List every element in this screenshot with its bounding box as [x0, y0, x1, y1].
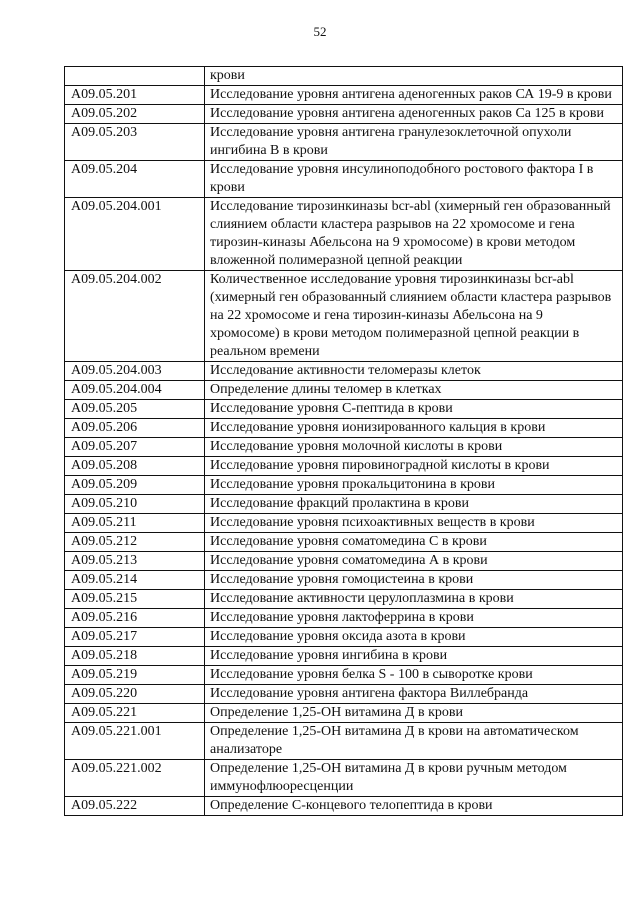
row-code: A09.05.207	[65, 438, 205, 457]
row-code: A09.05.209	[65, 476, 205, 495]
row-name: крови	[205, 67, 623, 86]
row-name: Исследование уровня инсулиноподобного ростового фактора I в крови	[205, 161, 623, 198]
row-name: Исследование фракций пролактина в крови	[205, 495, 623, 514]
table-row	[65, 86, 623, 105]
table-row	[65, 571, 623, 590]
row-code: A09.05.210	[65, 495, 205, 514]
table-row	[65, 362, 623, 381]
table-row	[65, 419, 623, 438]
page-number: 52	[313, 24, 327, 39]
row-code: A09.05.211	[65, 514, 205, 533]
row-code: A09.05.205	[65, 400, 205, 419]
table-row	[65, 797, 623, 816]
row-code: A09.05.222	[65, 797, 205, 816]
row-name: Исследование уровня ингибина в крови	[205, 647, 623, 666]
row-code: A09.05.220	[65, 685, 205, 704]
row-code: A09.05.214	[65, 571, 205, 590]
row-code: A09.05.216	[65, 609, 205, 628]
table-row	[65, 666, 623, 685]
table-row	[65, 476, 623, 495]
row-name: Исследование уровня соматомедина С в крови	[205, 533, 623, 552]
row-name: Исследование уровня С-пептида в крови	[205, 400, 623, 419]
table-row	[65, 495, 623, 514]
row-code: A09.05.208	[65, 457, 205, 476]
row-name: Исследование уровня ионизированного кальция в крови	[205, 419, 623, 438]
row-code: A09.05.204.004	[65, 381, 205, 400]
row-code: A09.05.221	[65, 704, 205, 723]
row-name: Исследование активности церулоплазмина в крови	[205, 590, 623, 609]
row-name: Исследование уровня прокальцитонина в крови	[205, 476, 623, 495]
row-name: Исследование уровня антигена фактора Виллебранда	[205, 685, 623, 704]
table-row	[65, 647, 623, 666]
row-code: A09.05.213	[65, 552, 205, 571]
table-body	[65, 67, 623, 816]
row-code: A09.05.203	[65, 124, 205, 161]
row-name: Исследование уровня молочной кислоты в крови	[205, 438, 623, 457]
row-code: A09.05.215	[65, 590, 205, 609]
row-name: Определение 1,25-OH витамина Д в крови на автоматическом анализаторе	[205, 723, 623, 760]
row-code: A09.05.221.001	[65, 723, 205, 760]
table-row	[65, 609, 623, 628]
table-row	[65, 704, 623, 723]
table-row	[65, 514, 623, 533]
row-code: A09.05.206	[65, 419, 205, 438]
row-name: Определение 1,25-OH витамина Д в крови	[205, 704, 623, 723]
row-name: Исследование уровня антигена аденогенных раков Са 125 в крови	[205, 105, 623, 124]
table-row	[65, 271, 623, 362]
table-row	[65, 552, 623, 571]
row-name: Исследование уровня антигена гранулезоклеточной опухоли ингибина В в крови	[205, 124, 623, 161]
row-code: A09.05.204.002	[65, 271, 205, 362]
row-code	[65, 67, 205, 86]
row-name: Исследование уровня белка S - 100 в сыворотке крови	[205, 666, 623, 685]
table-row	[65, 124, 623, 161]
table-row	[65, 381, 623, 400]
table-row	[65, 628, 623, 647]
row-name: Исследование активности теломеразы клеток	[205, 362, 623, 381]
row-code: A09.05.212	[65, 533, 205, 552]
procedure-table	[64, 66, 623, 816]
row-name: Исследование уровня антигена аденогенных раков СА 19-9 в крови	[205, 86, 623, 105]
table-row	[65, 723, 623, 760]
table-row	[65, 400, 623, 419]
row-name: Исследование уровня психоактивных веществ в крови	[205, 514, 623, 533]
table-row	[65, 438, 623, 457]
row-code: A09.05.204.001	[65, 198, 205, 271]
table-row	[65, 457, 623, 476]
row-name: Количественное исследование уровня тирозинкиназы bcr-abl (химерный ген образованный слиянием области кластера разрывов на 22 хромосоме и гена тирозин-киназы Абельсона на 9 хромосоме) в крови методом полимеразной цепной реакции в реальном времени	[205, 271, 623, 362]
table-row	[65, 105, 623, 124]
row-code: A09.05.219	[65, 666, 205, 685]
row-name: Исследование уровня соматомедина А в крови	[205, 552, 623, 571]
row-name: Определение длины теломер в клетках	[205, 381, 623, 400]
row-name: Исследование уровня лактоферрина в крови	[205, 609, 623, 628]
table-row	[65, 533, 623, 552]
table-row	[65, 198, 623, 271]
table-row	[65, 685, 623, 704]
table-row	[65, 67, 623, 86]
row-name: Исследование уровня гомоцистеина в крови	[205, 571, 623, 590]
row-code: A09.05.201	[65, 86, 205, 105]
row-name: Исследование уровня пировиноградной кислоты в крови	[205, 457, 623, 476]
row-name: Исследование уровня оксида азота в крови	[205, 628, 623, 647]
row-code: A09.05.204	[65, 161, 205, 198]
table-row	[65, 161, 623, 198]
row-code: A09.05.221.002	[65, 760, 205, 797]
table-row	[65, 590, 623, 609]
row-code: A09.05.202	[65, 105, 205, 124]
row-code: A09.05.204.003	[65, 362, 205, 381]
row-name: Определение С-концевого телопептида в крови	[205, 797, 623, 816]
row-code: A09.05.218	[65, 647, 205, 666]
row-name: Определение 1,25-OH витамина Д в крови ручным методом иммунофлюоресценции	[205, 760, 623, 797]
row-name: Исследование тирозинкиназы bcr-abl (химерный ген образованный слиянием области кластера разрывов на 22 хромосоме и гена тирозин-киназы Абельсона на 9 хромосоме) в крови методом вложенной полимеразной цепной реакции	[205, 198, 623, 271]
row-code: A09.05.217	[65, 628, 205, 647]
table-row	[65, 760, 623, 797]
